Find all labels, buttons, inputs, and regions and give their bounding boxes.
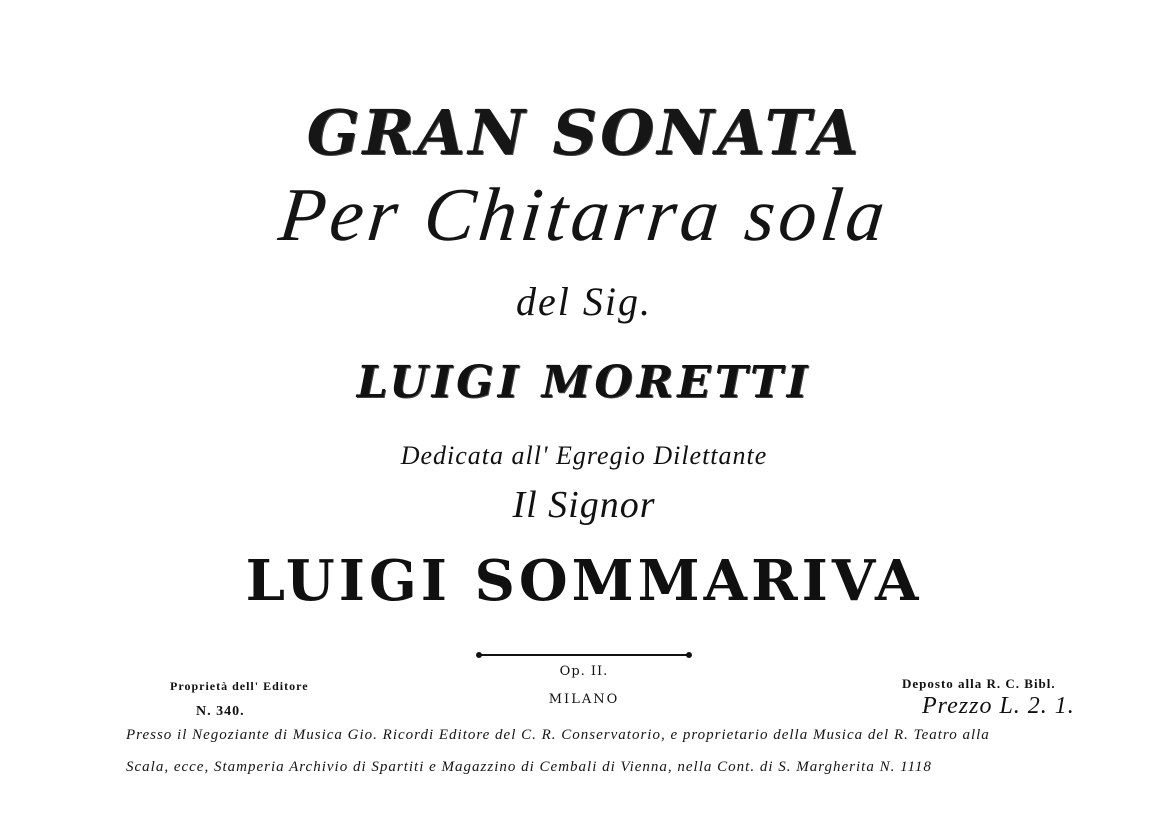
plate-number: N. 340. xyxy=(196,704,245,719)
publication-city: MILANO xyxy=(548,692,620,707)
dedicatee-name: LUIGI SOMMARIVA xyxy=(245,548,923,614)
dedication-line: Dedicata all' Egregio Dilettante xyxy=(400,441,768,470)
ornamental-divider xyxy=(480,654,688,656)
work-title: GRAN SONATA xyxy=(306,96,862,169)
composer-name: LUIGI MORETTI xyxy=(356,357,812,408)
publisher-imprint-line-1: Presso il Negoziante di Musica Gio. Ricordi Editore del C. R. Conservatorio, e proprietario della Musica del R. Teatro alla xyxy=(126,727,990,743)
publisher-property-note: Proprietà dell' Editore xyxy=(170,679,309,693)
library-registration: Deposto alla R. C. Bibl. xyxy=(902,676,1056,691)
instrumentation-subtitle: Per Chitarra sola xyxy=(275,173,893,257)
price: Prezzo L. 2. 1. xyxy=(922,693,1075,719)
opus-number: Op. II. xyxy=(559,664,609,679)
by-line: del Sig. xyxy=(516,279,652,324)
publisher-imprint-line-2: Scala, ecce, Stamperia Archivio di Spartiti e Magazzino di Cembali di Vienna, nella Cont. di S. Margherita N. 1118 xyxy=(126,759,932,775)
honorific: Il Signor xyxy=(512,484,656,526)
